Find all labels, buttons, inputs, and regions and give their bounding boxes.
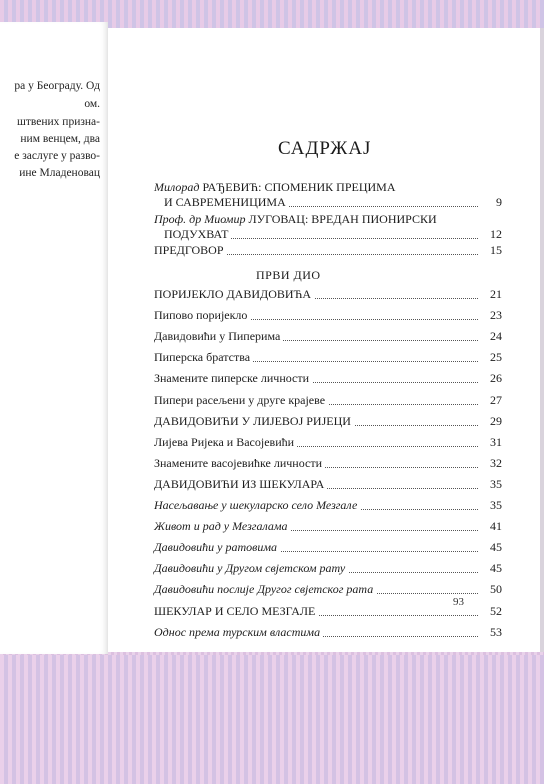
toc-entry (154, 328, 502, 344)
toc-entry-title: Однос према турским властима (154, 625, 323, 640)
toc-entry (154, 624, 502, 640)
toc-page-number: 52 (480, 604, 502, 619)
left-page-line: штвених призна- (17, 116, 100, 128)
toc-entry (154, 413, 502, 429)
left-page-line: е заслуге у разво- (14, 150, 100, 162)
toc-entry (154, 560, 502, 576)
toc-page-number: 31 (480, 435, 502, 450)
toc-page-number: 15 (480, 243, 502, 258)
toc-page-number: 35 (480, 498, 502, 513)
toc-entry (154, 434, 502, 450)
toc-entry-title: ЛУГОВАЦ: ВРЕДАН ПИОНИРСКИ (248, 212, 437, 226)
left-page-fragment (0, 22, 108, 654)
toc-page-number: 26 (480, 371, 502, 386)
toc-entry (154, 497, 502, 513)
toc-entry-title: ПОРИЈЕКЛО ДАВИДОВИЋА (154, 287, 314, 302)
toc-page-number: 32 (480, 456, 502, 471)
toc-entry-title: Лијева Ријека и Васојевићи (154, 435, 297, 450)
toc-entry-title: Давидовићи у Другом свјетском рату (154, 561, 348, 576)
toc-entry (154, 307, 502, 323)
toc-entry-title: ДАВИДОВИЋИ У ЛИЈЕВОЈ РИЈЕЦИ (154, 414, 354, 429)
toc-entry-title: Пипери расељени у друге крајеве (154, 393, 328, 408)
toc-entry-title-line (154, 212, 437, 227)
toc-entry-title: Живот и рад у Мезгалама (154, 519, 291, 534)
toc-entry-title: Знамените васојевићке личности (154, 456, 325, 471)
toc-page-number: 23 (480, 308, 502, 323)
toc-entry-author: Проф. др Миомир (154, 212, 246, 226)
toc-entry-title: Пиперска братства (154, 350, 253, 365)
toc-entry (164, 194, 502, 210)
toc-entry-title: Давидовићи послије Другог свјетског рата (154, 582, 376, 597)
left-page-line: ним венцем, два (20, 133, 100, 145)
left-page-line: ом. (84, 98, 100, 110)
toc-page-number: 21 (480, 287, 502, 302)
toc-entry (154, 286, 502, 302)
toc-entry-title: Знамените пиперске личности (154, 371, 312, 386)
toc-entry-title: РАЂЕВИЋ: СПОМЕНИК ПРЕЦИМА (202, 180, 396, 194)
toc-page-number: 50 (480, 582, 502, 597)
section-title: ПРВИ ДИО (256, 268, 321, 282)
toc-entry-title: ДАВИДОВИЋИ ИЗ ШЕКУЛАРА (154, 477, 327, 492)
background-stripes-bottom (0, 655, 544, 784)
toc-entry (154, 581, 502, 597)
toc-page-number: 45 (480, 540, 502, 555)
toc-entry (154, 539, 502, 555)
left-page-line: ине Младеновац (19, 167, 100, 179)
toc-entry-title: Давидовићи у Пиперима (154, 329, 283, 344)
toc-entry (154, 476, 502, 492)
toc-page-number: 25 (480, 350, 502, 365)
toc-entry (164, 226, 502, 242)
toc-entry (154, 349, 502, 365)
toc-entry-author: Милорад (154, 180, 200, 194)
contents-page (108, 28, 540, 652)
toc-entry-title-line (154, 180, 396, 195)
toc-entry-title: ПОДУХВАТ (164, 227, 231, 242)
toc-page-number: 24 (480, 329, 502, 344)
toc-page-number: 12 (480, 227, 502, 242)
toc-entry-title: Давидовићи у ратовима (154, 540, 280, 555)
page-number: 93 (453, 596, 464, 608)
toc-entry (154, 518, 502, 534)
page-edge (540, 28, 544, 652)
toc-page-number: 35 (480, 477, 502, 492)
toc-page-number: 27 (480, 393, 502, 408)
toc-page-number: 9 (480, 195, 502, 210)
toc-entry (154, 392, 502, 408)
left-page-line: ра у Београду. Од (14, 80, 100, 92)
toc-entry (154, 455, 502, 471)
toc-entry-title: И САВРЕМЕНИЦИМА (164, 195, 289, 210)
toc-entry (154, 370, 502, 386)
toc-entry-title: ШЕКУЛАР И СЕЛО МЕЗГАЛЕ (154, 604, 318, 619)
toc-entry (154, 242, 502, 258)
toc-page-number: 41 (480, 519, 502, 534)
page-title: САДРЖАЈ (278, 138, 372, 159)
toc-entry (154, 603, 502, 619)
toc-page-number: 29 (480, 414, 502, 429)
toc-entry-title: ПРЕДГОВОР (154, 243, 227, 258)
toc-page-number: 45 (480, 561, 502, 576)
toc-entry-title: Насељавање у шекуларско село Мезгале (154, 498, 360, 513)
toc-entry-title: Пипово поријекло (154, 308, 250, 323)
toc-page-number: 53 (480, 625, 502, 640)
